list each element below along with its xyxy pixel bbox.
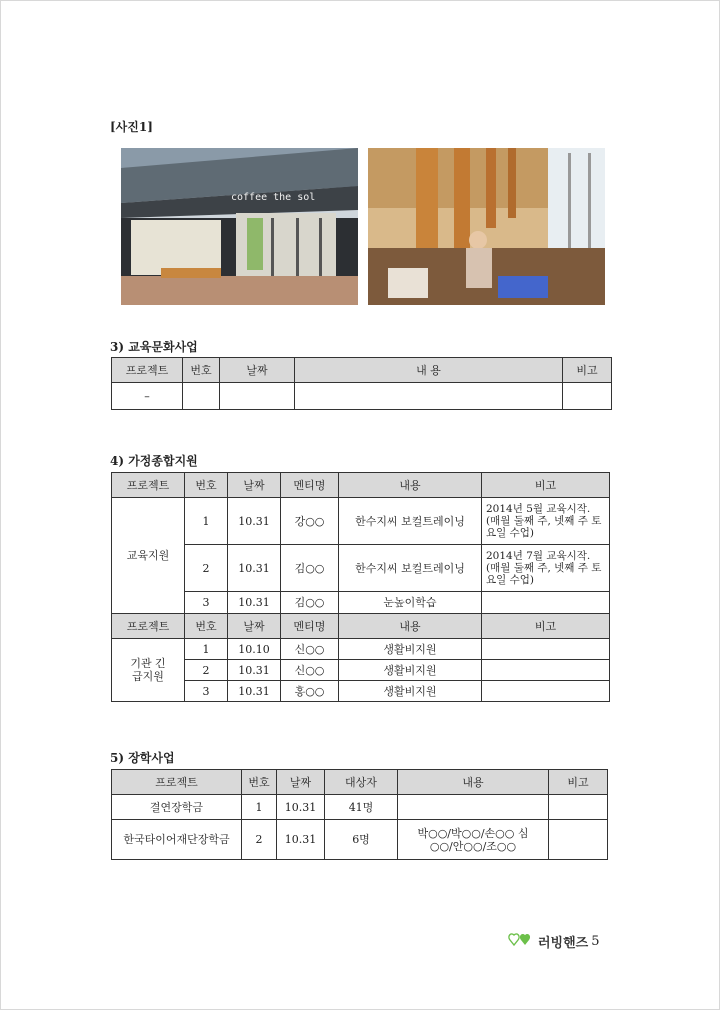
col-header-project: 프로젝트 — [112, 358, 183, 383]
cell-number: 2 — [242, 820, 277, 860]
cell-content: 한수지씨 보컬트레이닝 — [339, 498, 482, 545]
col-header-content: 내 용 — [295, 358, 563, 383]
cell-content: 생활비지원 — [339, 681, 482, 702]
cell-mentee: 김○○ — [281, 592, 339, 614]
cell-note — [482, 592, 610, 614]
col-header-content: 내용 — [339, 614, 482, 639]
cell-note — [549, 795, 608, 820]
cell-number: 3 — [185, 592, 228, 614]
col-header-note: 비고 — [549, 770, 608, 795]
cell-note: 2014년 7월 교육시작. (매월 둘째 주, 넷째 주 토요일 수업) — [482, 545, 610, 592]
cell-date: 10.31 — [277, 795, 325, 820]
cell-date: 10.31 — [228, 681, 281, 702]
cell-content: 박○○/박○○/손○○ 심○○/안○○/조○○ — [398, 820, 549, 860]
cell-date: 10.31 — [228, 545, 281, 592]
table-row — [112, 545, 610, 592]
edu-table — [111, 357, 612, 410]
cell-number — [183, 383, 220, 410]
col-header-project: 프로젝트 — [112, 473, 185, 498]
cafe-exterior-photo — [121, 148, 358, 305]
cell-recipients: 41명 — [325, 795, 398, 820]
col-header-project: 프로젝트 — [112, 770, 242, 795]
cell-note — [482, 681, 610, 702]
col-header-mentee: 멘티명 — [281, 614, 339, 639]
table-row — [112, 681, 610, 702]
table-row — [112, 795, 608, 820]
cafe-sign: coffee the sol — [231, 192, 316, 203]
cell-date: 10.10 — [228, 639, 281, 660]
cell-date — [220, 383, 295, 410]
table-row — [112, 498, 610, 545]
cell-date: 10.31 — [228, 592, 281, 614]
col-header-number: 번호 — [185, 473, 228, 498]
cell-content — [295, 383, 563, 410]
page-number: 5 — [591, 933, 600, 949]
col-header-number: 번호 — [183, 358, 220, 383]
scholar-section-title: 5) 장학사업 — [110, 751, 175, 765]
project-cell-edu-support: 교육지원 — [112, 498, 185, 614]
cell-number: 1 — [185, 498, 228, 545]
table-row — [112, 660, 610, 681]
footer-brand: 러빙핸즈 — [538, 935, 589, 951]
col-header-date: 날짜 — [228, 473, 281, 498]
cell-number: 3 — [185, 681, 228, 702]
footer — [507, 930, 600, 952]
col-header-number: 번호 — [185, 614, 228, 639]
cell-note — [482, 639, 610, 660]
col-header-date: 날짜 — [220, 358, 295, 383]
scholar-table — [111, 769, 608, 860]
photo-section-label: [사진1] — [110, 120, 153, 134]
cell-recipients: 6명 — [325, 820, 398, 860]
family-table — [111, 472, 610, 702]
edu-section-title: 3) 교육문화사업 — [110, 340, 198, 354]
cell-note — [549, 820, 608, 860]
col-header-mentee: 멘티명 — [281, 473, 339, 498]
cell-content: 생활비지원 — [339, 639, 482, 660]
col-header-project: 프로젝트 — [112, 614, 185, 639]
cell-note — [482, 660, 610, 681]
col-header-content: 내용 — [339, 473, 482, 498]
col-header-note: 비고 — [482, 614, 610, 639]
cell-mentee: 신○○ — [281, 660, 339, 681]
cell-mentee: 홍○○ — [281, 681, 339, 702]
cell-project: 결연장학금 — [112, 795, 242, 820]
col-header-number: 번호 — [242, 770, 277, 795]
table-row — [112, 592, 610, 614]
loving-hands-logo-icon — [507, 930, 535, 952]
cell-mentee: 신○○ — [281, 639, 339, 660]
cell-date: 10.31 — [228, 660, 281, 681]
family-section-title: 4) 가정종합지원 — [110, 454, 198, 468]
cafe-interior-photo — [368, 148, 605, 305]
cell-note: 2014년 5월 교육시작. (매월 둘째 주, 넷째 주 토요일 수업) — [482, 498, 610, 545]
col-header-date: 날짜 — [228, 614, 281, 639]
cell-mentee: 강○○ — [281, 498, 339, 545]
col-header-note: 비고 — [563, 358, 612, 383]
cell-number: 1 — [242, 795, 277, 820]
project-cell-emergency-support: 기관 긴급지원 — [112, 639, 185, 702]
table-row — [112, 639, 610, 660]
cell-number: 1 — [185, 639, 228, 660]
table-row — [112, 383, 612, 410]
col-header-date: 날짜 — [277, 770, 325, 795]
col-header-content: 내용 — [398, 770, 549, 795]
cell-date: 10.31 — [277, 820, 325, 860]
table-row — [112, 820, 608, 860]
cell-content: 한수지씨 보컬트레이닝 — [339, 545, 482, 592]
col-header-note: 비고 — [482, 473, 610, 498]
cell-content: 눈높이학습 — [339, 592, 482, 614]
cell-note — [563, 383, 612, 410]
cell-project: – — [112, 383, 183, 410]
cell-mentee: 김○○ — [281, 545, 339, 592]
cell-date: 10.31 — [228, 498, 281, 545]
cell-number: 2 — [185, 660, 228, 681]
cell-content: 생활비지원 — [339, 660, 482, 681]
cell-number: 2 — [185, 545, 228, 592]
cell-content — [398, 795, 549, 820]
cell-project: 한국타이어재단장학금 — [112, 820, 242, 860]
col-header-recipients: 대상자 — [325, 770, 398, 795]
